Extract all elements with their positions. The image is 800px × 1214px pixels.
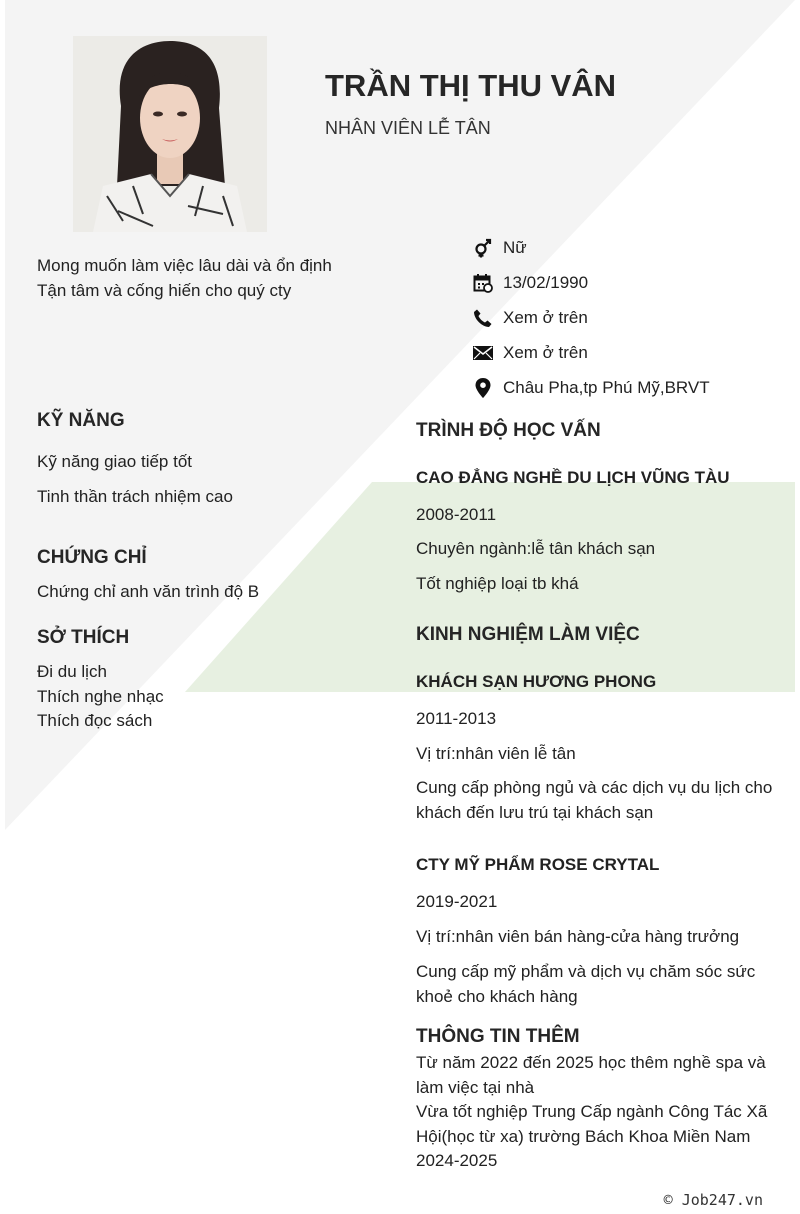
education-years: 2008-2011 (416, 505, 497, 524)
job-title: NHÂN VIÊN LỄ TÂN (325, 118, 491, 138)
skills-heading: KỸ NĂNG (37, 410, 125, 431)
skill-item: Tinh thần trách nhiệm cao (37, 487, 233, 506)
location-icon (472, 377, 494, 399)
address-value: Châu Pha,tp Phú Mỹ,BRVT (503, 377, 710, 397)
birthday-value: 13/02/1990 (503, 272, 589, 292)
gender-value: Nữ (503, 237, 527, 257)
job-company: CTY MỸ PHẨM ROSE CRYTAL (416, 855, 660, 874)
education-school: CAO ĐẲNG NGHỀ DU LỊCH VŨNG TÀU (416, 468, 730, 487)
job-company: KHÁCH SẠN HƯƠNG PHONG (416, 672, 657, 691)
portrait-illustration (73, 36, 267, 232)
contact-phone (472, 300, 782, 335)
hobbies-heading: SỞ THÍCH (37, 627, 130, 648)
phone-icon (472, 307, 494, 329)
email-value: Xem ở trên (503, 342, 588, 362)
skill-item: Kỹ năng giao tiếp tốt (37, 452, 193, 471)
certificate-item: Chứng chỉ anh văn trình độ B (37, 582, 260, 601)
contact-email (472, 335, 782, 370)
extra-info-line: làm việc tại nhà (416, 1077, 535, 1097)
hobby-item: Đi du lịch (37, 662, 107, 681)
job-description-line: Cung cấp mỹ phẩm và dịch vụ chăm sóc sức (416, 962, 756, 981)
calendar-icon (472, 272, 494, 294)
hobby-item: Thích đọc sách (37, 711, 153, 730)
contact-info (472, 230, 782, 405)
extra-info-line: Vừa tốt nghiệp Trung Cấp ngành Công Tác Xã (416, 1102, 768, 1121)
job-description (416, 960, 755, 1009)
objective-line: Mong muốn làm việc lâu dài và ổn định (37, 256, 332, 275)
footer-watermark: © Job247.vn (663, 1191, 763, 1209)
job-position: Vị trí:nhân viên bán hàng-cửa hàng trưởng (416, 927, 740, 946)
extra-info-line: Hội(học từ xa) trường Bách Khoa Miền Nam (416, 1126, 751, 1146)
certificates-heading: CHỨNG CHỈ (37, 547, 147, 568)
candidate-name: TRẦN THỊ THU VÂN (325, 68, 617, 103)
education-major: Chuyên ngành:lễ tân khách sạn (416, 539, 656, 558)
experience-heading: KINH NGHIỆM LÀM VIỆC (416, 624, 640, 645)
job-years: 2019-2021 (416, 892, 498, 911)
job-years: 2011-2013 (416, 709, 497, 728)
email-icon (472, 342, 494, 364)
extra-info-line: Từ năm 2022 đến 2025 học thêm nghề spa và (416, 1053, 766, 1072)
job-description-line: khoẻ cho khách hàng (416, 986, 578, 1006)
gender-icon (472, 237, 494, 259)
profile-photo (73, 36, 267, 232)
education-grade: Tốt nghiệp loại tb khá (416, 574, 579, 593)
extra-info-text (416, 1051, 767, 1174)
hobby-item: Thích nghe nhạc (37, 686, 164, 706)
job-description-line: Cung cấp phòng ngủ và các dịch vụ du lịch cho (416, 778, 773, 797)
education-heading: TRÌNH ĐỘ HỌC VẤN (416, 420, 601, 441)
objective-line: Tận tâm và cống hiến cho quý cty (37, 281, 292, 300)
extra-info-line: 2024-2025 (416, 1151, 498, 1170)
job-position: Vị trí:nhân viên lễ tân (416, 744, 576, 763)
contact-address (472, 370, 782, 405)
job-description (416, 776, 772, 825)
contact-birthday (472, 265, 782, 300)
extra-info-heading: THÔNG TIN THÊM (416, 1026, 580, 1047)
job-description-line: khách đến lưu trú tại khách sạn (416, 802, 654, 822)
hobbies-list (37, 660, 164, 734)
career-objective (37, 253, 332, 303)
contact-gender (472, 230, 782, 265)
phone-value: Xem ở trên (503, 307, 588, 327)
